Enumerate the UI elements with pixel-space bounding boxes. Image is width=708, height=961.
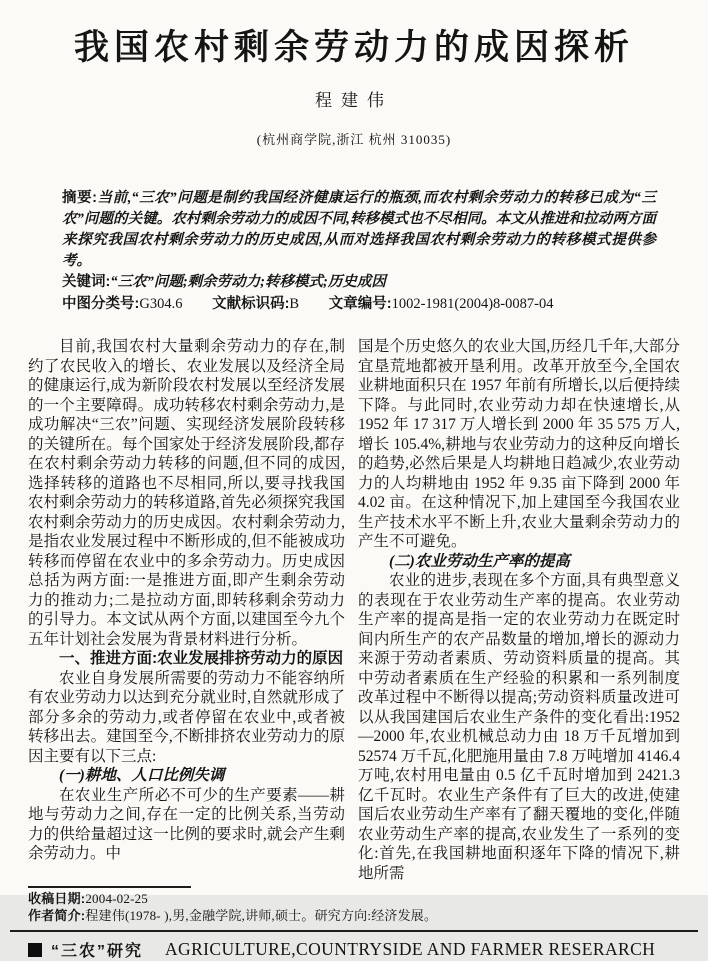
footnote-divider [28, 886, 191, 888]
received-date-line [28, 891, 680, 908]
body-paragraph: 农业的进步,表现在多个方面,具有典型意义的表现在于农业劳动生产率的提高。农业劳动生产率的提高是指一定的农业劳动力在既定时间内所生产的农产品数量的增加,增长的源动力来源于劳动者素质、劳动资料质量的提高。其中劳动者素质在生产经验的积累和一系列制度改革过程中不断得以提高;劳动资料质量改进可以从我国建国后农业生产条件的变化看出:1952—2000 年,农业机械总动力由 18 万千瓦增加到 52574 万千瓦,化肥施用量由 7.8 万吨增加 4146.4 万吨,农村用电量由 0.5 亿千瓦时增加到 2421.3 亿千瓦时。农业生产条件有了巨大的改进,使建国后农业劳动生产率有了翻天覆地的变化,伴随农业劳动生产率的提高,农业发生了一系列的变化:首先,在我国耕地面积逐年下降的情况下,耕地所需 [358, 572, 680, 882]
clc-label: 中图分类号: [62, 296, 140, 312]
body-paragraph: 在农业生产所必不可少的生产要素——耕地与劳动力之间,存在一定的比例关系,当劳动力的供给量超过这一比例的要求时,就会产生剩余劳动力。中 [28, 786, 345, 862]
abstract-block [62, 188, 656, 272]
body-paragraph: 国是个历史悠久的农业大国,历经几千年,大部分宜垦荒地都被开垦利用。改革开放至今,全国农业耕地面积只在 1957 年前有所增长,以后便持续下降。与此同时,农业劳动力却在快速增长,从 1952 年 17 317 万人增长到 2000 年 35 575 万人,增长 105.4%,耕地与农业劳动力的这种反向增长的趋势,必然后果是人均耕地日趋减少,农业劳动力的人均耕地由 1952 年 9.35 亩下降到 2000 年 4.02 亩。在这种情况下,加上建国至今我国农业生产技术水平不断上升,农业大量剩余劳动力的产生不可避免。 [358, 338, 680, 550]
article-id-label: 文章编号: [328, 296, 392, 312]
section-heading: 一、推进方面:农业发展排挤劳动力的原因 [59, 650, 344, 667]
author-bio-value: 程建伟(1978- ),男,金融学院,讲师,硕士。研究方向:经济发展。 [85, 907, 438, 923]
received-date-label: 收稿日期: [28, 891, 86, 906]
subsection-heading: (二)农业劳动生产率的提高 [389, 552, 570, 570]
body-paragraph: 农业自身发展所需要的劳动力不能容纳所有农业劳动力以达到充分就业时,自然就形成了部分多余的劳动力,或者停留在农业中,或者被转移出去。建国至今,不断排挤农业劳动力的原因主要有以下三点: [28, 669, 345, 765]
author-bio-line [28, 908, 680, 925]
abstract-text: 当前,“三农”问题是制约我国经济健康运行的瓶颈,而农村剩余劳动力的转移已成为“三农”问题的关键。农村剩余劳动力的成因不同,转移模式也不尽相同。本文从推进和拉动两方面来探究我国农村剩余劳动力的历史成因,从而对选择我国农村剩余劳动力的转移模式提供参考。 [62, 190, 656, 269]
clc-value: G304.6 [139, 296, 183, 312]
abstract-label: 摘要: [62, 190, 97, 206]
body-paragraph: 目前,我国农村大量剩余劳动力的存在,制约了农民收入的增长、农业发展以及经济全局的健康运行,成为新阶段农村发展以至经济发展的一个主要障碍。成功转移农村剩余劳动力,是成功解决“三农”问题、实现经济发展阶段转移的关键所在。每个国家处于经济发展阶段,都存在农村剩余劳动力转移的问题,但不同的成因,选择转移的道路也不尽相同,所以,要寻找我国农村剩余劳动力的转移道路,首先必须探究我国农村剩余劳动力的历史成因。农村剩余劳动力,是指农业发展过程中不断形成的,但不能被成功转移而停留在农业中的多余劳动力。历史成因总括为两方面:一是推进方面,即产生剩余劳动力的推动力;二是拉动方面,即转移剩余劳动力的引导力。本文试从两个方面,以建国至今九个五年计划社会发展为背景材料进行分析。 [28, 338, 345, 648]
journal-name-english: AGRICULTURE,COUNTRYSIDE AND FARMER RESERARCH [165, 939, 656, 959]
classification-line [62, 294, 656, 315]
journal-footer [28, 932, 680, 961]
journal-logo-square-icon [28, 943, 42, 957]
footnote-block [28, 886, 680, 924]
received-date-value: 2004-02-25 [85, 891, 149, 906]
page-title: 我国农村剩余劳动力的成因探析 [73, 28, 634, 67]
keywords-line [62, 272, 656, 293]
left-column [28, 337, 345, 883]
article-id-group [329, 296, 554, 312]
article-id-value: 1002-1981(2004)8-0087-04 [391, 296, 554, 312]
body-columns [28, 337, 680, 883]
doc-code-group [212, 296, 299, 312]
author-name: 程建伟 [315, 91, 393, 110]
journal-name-chinese: “三农”研究 [51, 943, 144, 960]
subsection-heading: (一)耕地、人口比例失调 [59, 767, 225, 784]
doc-code-value: B [289, 296, 300, 312]
author-affiliation: (杭州商学院,浙江 杭州 310035) [256, 132, 452, 147]
keywords-text: “三农”问题;剩余劳动力;转移模式;历史成因 [110, 274, 386, 290]
right-column [358, 337, 680, 883]
doc-code-label: 文献标识码: [212, 296, 290, 312]
clc-group [62, 296, 182, 312]
keywords-label: 关键词: [62, 274, 111, 290]
author-bio-label: 作者简介: [28, 907, 86, 923]
